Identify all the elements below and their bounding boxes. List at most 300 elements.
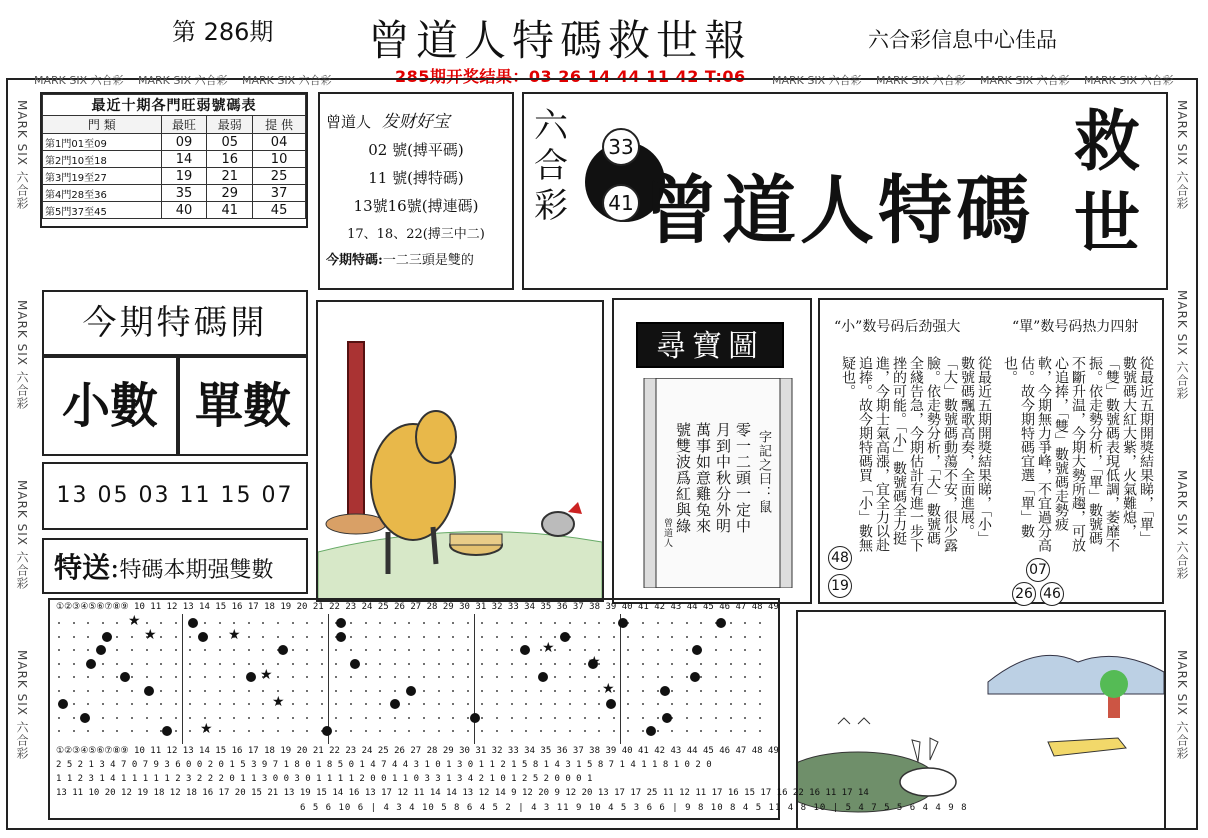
grid-dot <box>292 636 294 638</box>
verse-line: 萬事如意雞兔來 <box>694 422 712 534</box>
special-send-label: 特送 <box>54 551 111 584</box>
grid-dot <box>335 703 337 705</box>
grid-dot <box>598 717 600 719</box>
grid-dot <box>496 690 498 692</box>
grid-dot <box>160 636 162 638</box>
grid-dot <box>627 663 629 665</box>
grid-dot <box>452 703 454 705</box>
grid-dot <box>160 676 162 678</box>
grid-dot <box>759 690 761 692</box>
offer-cell: 10 <box>253 151 306 168</box>
grid-dot <box>671 730 673 732</box>
grid-dot <box>481 703 483 705</box>
grid-dot <box>350 703 352 705</box>
illustration-calf <box>316 300 604 602</box>
tips-box <box>318 92 514 290</box>
grid-dot <box>642 622 644 624</box>
grid-dot <box>160 663 162 665</box>
grid-dot <box>262 730 264 732</box>
grid-dot <box>481 730 483 732</box>
grid-dot <box>394 663 396 665</box>
grid-dot <box>87 676 89 678</box>
table-header: 提 供 <box>253 116 306 134</box>
grid-dot <box>146 703 148 705</box>
grid-dot <box>438 676 440 678</box>
grid-dot <box>175 622 177 624</box>
grid-dot <box>744 730 746 732</box>
grid-dot <box>686 703 688 705</box>
grid-dot <box>540 622 542 624</box>
grid-dot <box>759 730 761 732</box>
grid-dot <box>262 636 264 638</box>
grid-dot <box>102 730 104 732</box>
grid-dot <box>700 663 702 665</box>
grid-dot <box>277 636 279 638</box>
logo-banner <box>522 92 1168 290</box>
grid-dot <box>525 636 527 638</box>
grid-dot <box>700 703 702 705</box>
grid-dot <box>540 703 542 705</box>
weak-cell: 21 <box>207 168 253 185</box>
grid-dot <box>102 703 104 705</box>
grid-dot <box>306 649 308 651</box>
grid-dot <box>452 690 454 692</box>
grid-dot <box>292 717 294 719</box>
watermark: MARK SIX 六合彩 <box>876 74 966 87</box>
grid-dot <box>350 676 352 678</box>
grid-dot <box>671 649 673 651</box>
grid-dot <box>613 663 615 665</box>
grid-mark <box>350 659 360 669</box>
issue-number: 第 286期 <box>172 18 274 46</box>
grid-dot <box>189 717 191 719</box>
calf-illustration <box>318 302 602 600</box>
grid-dot <box>189 649 191 651</box>
grid-dot <box>467 690 469 692</box>
grid-dot <box>350 730 352 732</box>
grid-dot <box>496 717 498 719</box>
gate-label: 第2門10至18 <box>43 151 162 168</box>
grid-dot <box>248 690 250 692</box>
grid-dot <box>233 690 235 692</box>
verse-head: 字記之曰：鼠 <box>756 430 771 514</box>
tip-line: 13號16號(搏連碼) <box>353 197 479 215</box>
grid-dot <box>262 703 264 705</box>
watermark: MARK SIX 六合彩 <box>138 74 228 87</box>
grid-dot <box>584 703 586 705</box>
grid-dot <box>175 649 177 651</box>
grid-dot <box>554 717 556 719</box>
grid-dot <box>569 676 571 678</box>
grid-dot <box>569 649 571 651</box>
grid-dot <box>146 622 148 624</box>
grid-dot <box>438 663 440 665</box>
grid-dot <box>394 649 396 651</box>
grid-dot <box>73 649 75 651</box>
grid-dot <box>759 703 761 705</box>
grid-dot <box>175 663 177 665</box>
grid-dot <box>146 649 148 651</box>
grid-divider <box>328 614 329 744</box>
treasure-title: 尋寶圖 <box>636 322 784 368</box>
grid-dot <box>379 649 381 651</box>
grid-dot <box>657 649 659 651</box>
grid-dot <box>204 663 206 665</box>
grid-dot <box>408 676 410 678</box>
grid-dot <box>569 622 571 624</box>
grid-dot <box>730 663 732 665</box>
grid-dot <box>613 717 615 719</box>
special-send-text: 特碼本期强雙數 <box>119 558 274 583</box>
grid-dot <box>467 676 469 678</box>
grid-dot <box>292 649 294 651</box>
grid-dot <box>87 703 89 705</box>
strong-cell: 09 <box>161 134 207 151</box>
grid-dot <box>496 676 498 678</box>
grid-dot <box>584 730 586 732</box>
grid-dot <box>452 636 454 638</box>
offer-cell: 25 <box>253 168 306 185</box>
grid-dot <box>627 690 629 692</box>
grid-dot <box>423 636 425 638</box>
grid-mark <box>538 672 548 682</box>
grid-dot <box>759 717 761 719</box>
grid-dot <box>189 676 191 678</box>
grid-dot <box>467 622 469 624</box>
grid-dot <box>350 717 352 719</box>
grid-dot <box>671 663 673 665</box>
grid-dot <box>175 703 177 705</box>
grid-dot <box>496 730 498 732</box>
grid-dot <box>131 703 133 705</box>
grid-dot <box>248 663 250 665</box>
grid-dot <box>467 717 469 719</box>
grid-dot <box>277 622 279 624</box>
grid-dot <box>131 636 133 638</box>
grid-dot <box>423 730 425 732</box>
grid-dot <box>102 690 104 692</box>
grid-dot <box>73 676 75 678</box>
grid-dot <box>525 730 527 732</box>
grid-dot <box>379 730 381 732</box>
grid-dot <box>350 622 352 624</box>
grid-dot <box>452 649 454 651</box>
grid-dot <box>306 676 308 678</box>
gate-label: 第5門37至45 <box>43 202 162 219</box>
grid-dot <box>248 703 250 705</box>
special-open-title: 今期特碼開 <box>42 290 308 356</box>
grid-dot <box>759 663 761 665</box>
grid-dot <box>700 690 702 692</box>
grid-dot <box>423 703 425 705</box>
grid-dot <box>452 663 454 665</box>
grid-dot <box>321 703 323 705</box>
grid-dot <box>248 622 250 624</box>
grid-dot <box>642 663 644 665</box>
analysis-title-right: “單”数号码热力四射 <box>1012 319 1139 335</box>
grid-dot <box>496 663 498 665</box>
grid-dot <box>481 717 483 719</box>
grid-dot <box>292 690 294 692</box>
grid-dot <box>730 717 732 719</box>
grid-mark <box>144 686 154 696</box>
grid-dot <box>554 703 556 705</box>
grid-dot <box>554 690 556 692</box>
grid-dot <box>613 676 615 678</box>
grid-dot <box>452 676 454 678</box>
grid-dot <box>671 622 673 624</box>
grid-dot <box>350 690 352 692</box>
grid-dot <box>467 730 469 732</box>
grid-dot <box>423 717 425 719</box>
grid-dot <box>569 690 571 692</box>
grid-dot <box>686 649 688 651</box>
grid-dot <box>365 690 367 692</box>
star-icon: ★ <box>588 653 601 670</box>
grid-dot <box>686 636 688 638</box>
grid-dot <box>715 663 717 665</box>
grid-divider <box>474 614 475 744</box>
grid-dot <box>730 690 732 692</box>
grid-dot <box>438 703 440 705</box>
weak-cell: 05 <box>207 134 253 151</box>
grid-dot <box>598 676 600 678</box>
gate-table <box>40 92 308 228</box>
tip-special-label: 今期特碼: <box>326 253 383 268</box>
grid-dot <box>730 636 732 638</box>
grid-dot <box>584 690 586 692</box>
grid-dot <box>496 622 498 624</box>
star-icon: ★ <box>272 694 285 710</box>
masthead-title: 曾道人特碼救世報 <box>368 16 753 65</box>
grid-dot <box>525 690 527 692</box>
grid-dot <box>700 622 702 624</box>
grid-mark <box>470 713 480 723</box>
grid-dot <box>467 636 469 638</box>
grid-mark <box>86 659 96 669</box>
table-header: 最旺 <box>161 116 207 134</box>
grid-header: ①②③④⑤⑥⑦⑧⑨ 10 11 12 13 14 15 16 17 18 19 20 21 22 23 24 25 26 27 28 29 30 31 32 33 34 35 36 37 38 39 40 41 42 43 44 45 46 47 48 49 <box>56 602 779 612</box>
grid-dot <box>715 649 717 651</box>
grid-dot <box>481 622 483 624</box>
grid-mark <box>198 632 208 642</box>
grid-dot <box>598 730 600 732</box>
grid-dot <box>58 717 60 719</box>
star-icon: ★ <box>260 667 273 683</box>
grid-dot <box>102 622 104 624</box>
grid-dot <box>365 636 367 638</box>
grid-dot <box>759 676 761 678</box>
grid-dot <box>438 717 440 719</box>
grid-dot <box>438 690 440 692</box>
grid-mark <box>278 645 288 655</box>
grid-dot <box>408 636 410 638</box>
grid-dot <box>423 649 425 651</box>
grid-dot <box>730 730 732 732</box>
grid-dot <box>423 690 425 692</box>
grid-dot <box>262 690 264 692</box>
tips-header <box>326 107 506 132</box>
grid-dot <box>744 690 746 692</box>
grid-dot <box>511 622 513 624</box>
grid-divider <box>182 614 183 744</box>
grid-dot <box>335 690 337 692</box>
grid-dot <box>292 703 294 705</box>
grid-dot <box>598 649 600 651</box>
star-icon: ★ <box>128 613 141 629</box>
grid-dot <box>584 663 586 665</box>
strong-cell: 19 <box>161 168 207 185</box>
grid-mark <box>336 632 346 642</box>
recommended-numbers: 13 05 03 11 15 07 <box>42 462 308 530</box>
grid-dot <box>87 649 89 651</box>
grid-mark <box>692 645 702 655</box>
grid-dot <box>438 622 440 624</box>
grid-dot <box>233 663 235 665</box>
star-icon: ★ <box>144 626 157 643</box>
grid-dot <box>335 717 337 719</box>
grid-dot <box>408 622 410 624</box>
star-icon: ★ <box>542 640 555 656</box>
weak-cell: 29 <box>207 185 253 202</box>
grid-dot <box>569 730 571 732</box>
watermark: MARK SIX 六合彩 <box>15 650 29 760</box>
logo-jiushi: 救世 <box>1074 102 1140 262</box>
grid-dot <box>598 703 600 705</box>
grid-dot <box>58 636 60 638</box>
grid-dot <box>613 636 615 638</box>
grid-dot <box>73 717 75 719</box>
tips-author: 曾道人 <box>326 113 372 131</box>
grid-dot <box>408 663 410 665</box>
grid-dot <box>481 676 483 678</box>
grid-dot <box>511 717 513 719</box>
grid-dot <box>671 636 673 638</box>
grid-dot <box>146 730 148 732</box>
grid-dot <box>744 717 746 719</box>
grid-dot <box>189 690 191 692</box>
grid-dot <box>204 717 206 719</box>
watermark: MARK SIX 六合彩 <box>34 74 124 87</box>
grid-dot <box>277 676 279 678</box>
grid-row: 13 11 10 20 12 19 18 12 18 16 17 20 15 21 13 19 15 14 16 13 17 12 11 14 14 13 12 14 9 12 20 9 12 20 13 17 17 25 11 12 11 17 16 15 17 16 22 16 11 17 14 <box>56 788 869 798</box>
grid-dot <box>744 622 746 624</box>
grid-dot <box>394 690 396 692</box>
grid-dot <box>657 703 659 705</box>
grid-dot <box>627 730 629 732</box>
trend-grid <box>48 598 869 820</box>
grid-dot <box>438 649 440 651</box>
table-title: 最近十期各門旺弱號碼表 <box>43 95 306 116</box>
grid-dot <box>204 690 206 692</box>
star-icon: ★ <box>200 721 213 737</box>
verse-line: 零一二頭一定中 <box>734 422 752 534</box>
grid-dot <box>292 730 294 732</box>
tip-special-value: 一二三頭是雙的 <box>382 253 474 268</box>
grid-dot <box>759 649 761 651</box>
grid-dot <box>116 636 118 638</box>
grid-dot <box>671 676 673 678</box>
grid-dot <box>73 636 75 638</box>
grid-dot <box>306 663 308 665</box>
grid-dot <box>686 676 688 678</box>
grid-dot <box>131 717 133 719</box>
grid-dot <box>233 717 235 719</box>
grid-dot <box>219 703 221 705</box>
grid-dot <box>277 663 279 665</box>
grid-dot <box>627 636 629 638</box>
grid-dot <box>204 622 206 624</box>
grid-row: 1 1 2 3 1 4 1 1 1 1 1 2 3 2 2 2 0 1 1 3 0 0 3 0 1 1 1 1 2 0 0 1 1 0 3 3 1 3 4 2 1 0 1 2 5 2 0 0 0 1 <box>56 774 593 784</box>
grid-dot <box>584 676 586 678</box>
grid-mark <box>246 672 256 682</box>
grid-dot <box>365 622 367 624</box>
grid-dot <box>277 717 279 719</box>
grid-dot <box>219 730 221 732</box>
grid-dot <box>642 730 644 732</box>
watermark: MARK SIX 六合彩 <box>1175 100 1189 210</box>
grid-dot <box>160 649 162 651</box>
grid-dot <box>233 730 235 732</box>
grid-dot <box>116 703 118 705</box>
grid-dot <box>642 676 644 678</box>
grid-dot <box>233 703 235 705</box>
grid-mark <box>390 699 400 709</box>
grid-dot <box>598 690 600 692</box>
grid-dot <box>379 636 381 638</box>
grid-dot <box>511 703 513 705</box>
grid-dot <box>365 663 367 665</box>
grid-dot <box>262 622 264 624</box>
grid-dot <box>627 676 629 678</box>
grid-dot <box>277 690 279 692</box>
grid-dot <box>350 649 352 651</box>
grid-dot <box>116 690 118 692</box>
grid-dot <box>759 636 761 638</box>
pick-circle: 19 <box>828 574 852 598</box>
small-number-pick: 小數 <box>42 356 178 456</box>
grid-dot <box>58 663 60 665</box>
verse-line: 月到中秋分外明 <box>714 422 732 534</box>
grid-dot <box>496 636 498 638</box>
grid-dot <box>408 730 410 732</box>
grid-dot <box>744 649 746 651</box>
grid-dot <box>715 703 717 705</box>
grid-dot <box>657 717 659 719</box>
grid-dot <box>657 622 659 624</box>
grid-dot <box>379 622 381 624</box>
analysis-panel <box>818 298 1164 604</box>
grid-dot <box>160 622 162 624</box>
grid-dot <box>452 717 454 719</box>
grid-dot <box>715 636 717 638</box>
grid-dot <box>540 717 542 719</box>
grid-dot <box>627 717 629 719</box>
grid-dot <box>423 676 425 678</box>
grid-dot <box>730 649 732 651</box>
grid-header-bottom: ①②③④⑤⑥⑦⑧⑨ 10 11 12 13 14 15 16 17 18 19 20 21 22 23 24 25 26 27 28 29 30 31 32 33 34 35 36 37 38 39 40 41 42 43 44 45 46 47 48 49 <box>56 746 779 756</box>
grid-dot <box>219 663 221 665</box>
grid-dot <box>452 622 454 624</box>
grid-dot <box>262 649 264 651</box>
single-number-pick: 單數 <box>178 356 308 456</box>
grid-dot <box>642 636 644 638</box>
tip-special <box>326 249 506 268</box>
grid-dot <box>292 676 294 678</box>
grid-dot <box>394 717 396 719</box>
grid-mark <box>606 699 616 709</box>
grid-dot <box>102 663 104 665</box>
